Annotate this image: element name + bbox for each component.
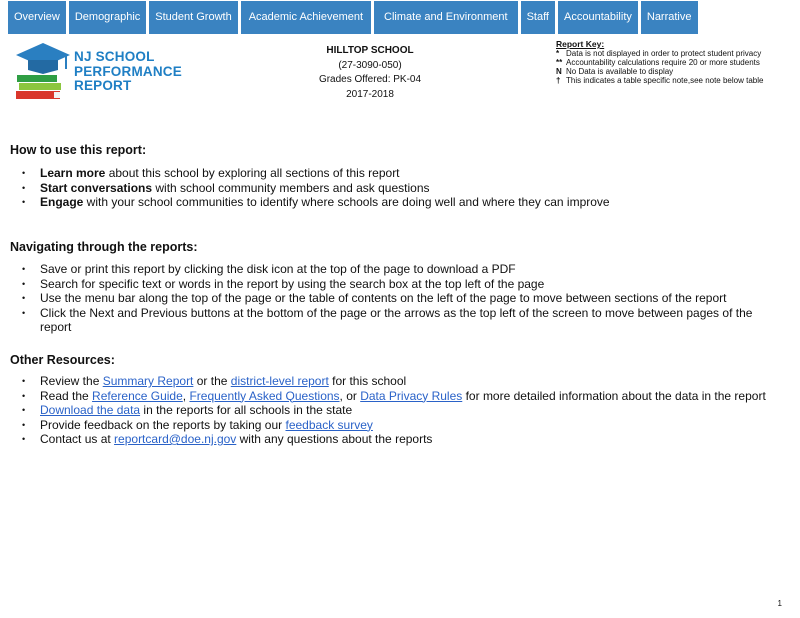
list-item: • Save or print this report by clicking the disk icon at the top of the page to download a PDF — [22, 262, 782, 277]
list-item: • Engage with your school communities to identify where schools are doing well and where they can improve — [22, 195, 782, 210]
tab-accountability[interactable]: Accountability — [558, 1, 638, 34]
key-row: N No Data is available to display — [556, 67, 674, 76]
download-data-link[interactable]: Download the data — [40, 403, 141, 417]
tab-demographic[interactable]: Demographic — [69, 1, 146, 34]
other-resources-list — [22, 374, 782, 447]
reference-guide-link[interactable]: Reference Guide — [92, 388, 183, 403]
navigating-heading: Navigating through the reports: — [10, 240, 198, 254]
grades-offered: Grades Offered: PK-04 — [318, 74, 422, 85]
school-code: (27-3090-050) — [338, 59, 402, 71]
list-item: • Read the Reference Guide, Frequently Asked Questions, or Data Privacy Rules for more detailed information about the data in the report — [22, 389, 782, 404]
nj-school-performance-report-logo — [14, 41, 184, 101]
how-to-use-list — [22, 166, 782, 210]
school-year: 2017-2018 — [346, 88, 394, 100]
list-item: • Start conversations with school community members and ask questions — [22, 181, 782, 196]
school-info — [292, 44, 448, 102]
feedback-survey-link[interactable]: feedback survey — [285, 417, 373, 432]
tab-narrative[interactable]: Narrative — [641, 1, 698, 34]
list-item: • Click the Next and Previous buttons at the bottom of the page or the arrows as the top left of the screen to move between pages of the report — [22, 306, 782, 335]
tab-academic-achievement[interactable]: Academic Achievement — [241, 1, 371, 34]
graduation-cap-books-icon — [14, 41, 72, 101]
data-privacy-rules-link[interactable]: Data Privacy Rules — [360, 388, 463, 403]
top-nav — [8, 1, 698, 34]
tab-staff[interactable]: Staff — [521, 1, 555, 34]
list-item: • Review the Summary Report or the district-level report for this school — [22, 374, 782, 389]
report-key — [556, 40, 763, 85]
faq-link[interactable]: Frequently Asked Questions — [189, 388, 340, 403]
key-row: ** Accountability calculations require 20 or more students — [556, 58, 760, 67]
report-key-title: Report Key: — [556, 39, 605, 49]
page-number: 1 — [777, 599, 782, 608]
list-item: • Provide feedback on the reports by taking our feedback survey — [22, 418, 782, 433]
list-item: • Use the menu bar along the top of the page or the table of contents on the left of the page to move between sections of the report — [22, 291, 782, 306]
other-resources-heading: Other Resources: — [10, 353, 115, 367]
tab-overview[interactable]: Overview — [8, 1, 66, 34]
summary-report-link[interactable]: Summary Report — [102, 374, 194, 388]
list-item: • Search for specific text or words in the report by using the search box at the top left of the page — [22, 277, 782, 292]
school-name: HILLTOP SCHOOL — [326, 45, 414, 56]
key-row: * Data is not displayed in order to protect student privacy — [556, 49, 762, 58]
tab-climate-environment[interactable]: Climate and Environment — [374, 1, 518, 34]
tab-student-growth[interactable]: Student Growth — [149, 1, 237, 34]
list-item: • Contact us at reportcard@doe.nj.gov with any questions about the reports — [22, 432, 782, 447]
contact-email-link[interactable]: reportcard@doe.nj.gov — [114, 432, 237, 446]
district-report-link[interactable]: district-level report — [230, 374, 329, 388]
navigating-list — [22, 262, 782, 335]
logo-text: NJ SCHOOL PERFORMANCE REPORT — [74, 49, 182, 93]
list-item: • Download the data in the reports for all schools in the state — [22, 403, 782, 418]
key-row: † This indicates a table specific note,see note below table — [556, 76, 764, 85]
list-item: • Learn more about this school by exploring all sections of this report — [22, 166, 782, 181]
how-to-use-heading: How to use this report: — [10, 143, 147, 157]
